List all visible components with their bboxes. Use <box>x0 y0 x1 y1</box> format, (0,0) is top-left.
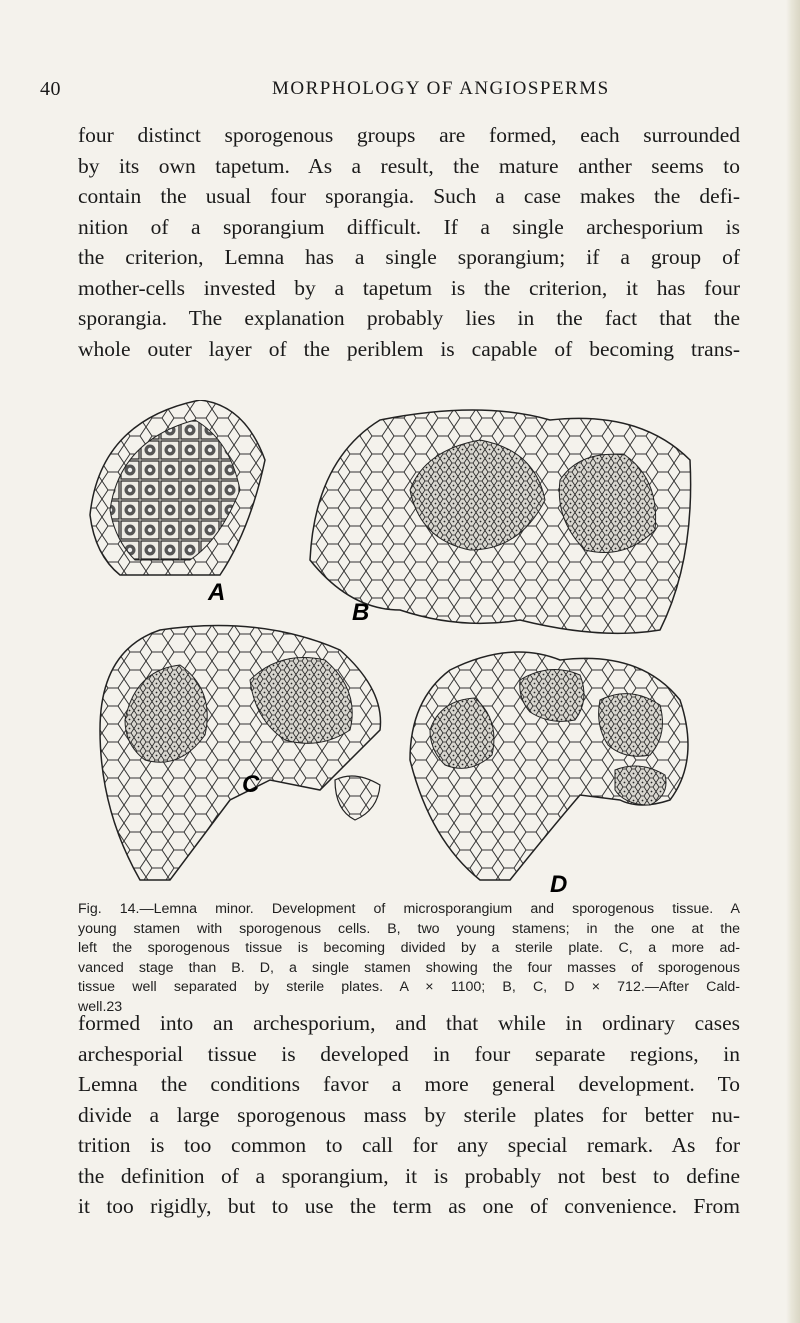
text-line: the definition of a sporangium, it is probably not best to define <box>78 1163 740 1188</box>
page-header <box>40 78 760 108</box>
caption-line: Fig. 14.—Lemna minor. Development of microsporangium and sporogenous tissue. A <box>78 901 740 917</box>
caption-line: tissue well separated by sterile plates. A × 1100; B, C, D × 712.—After Cald- <box>78 979 740 995</box>
paragraph-bottom <box>78 1008 740 1222</box>
text-line: contain the usual four sporangia. Such a case makes the defi- <box>78 184 740 208</box>
caption-line: well.23 <box>78 998 123 1015</box>
text-line: whole outer layer of the periblem is capable of becoming trans- <box>78 336 740 361</box>
text-line: four distinct sporogenous groups are formed, each surrounded <box>78 123 740 147</box>
text-line: divide a large sporogenous mass by sterile plates for better nu- <box>78 1102 740 1127</box>
text-line: Lemna the conditions favor a more general development. To <box>78 1072 740 1096</box>
figure-caption <box>78 900 740 1017</box>
figure-illustration <box>80 400 720 900</box>
text-line: trition is too common to call for any special remark. As for <box>78 1133 740 1157</box>
text-line: sporangia. The explanation probably lies in the fact that the <box>78 306 740 330</box>
text-line: by its own tapetum. As a result, the mature anther seems to <box>78 153 740 178</box>
page-number: 40 <box>40 78 61 100</box>
running-title: MORPHOLOGY OF ANGIOSPERMS <box>272 78 610 99</box>
text-line: the criterion, Lemna has a single sporangium; if a group of <box>78 245 740 269</box>
caption-line: left the sporogenous tissue is becoming divided by a sterile plate. C, a more ad- <box>78 940 740 956</box>
text-line: mother-cells invested by a tapetum is the criterion, it has four <box>78 275 740 300</box>
panel-d-drawing <box>410 652 688 880</box>
paragraph-top <box>78 120 740 364</box>
text-line: archesporial tissue is developed in four separate regions, in <box>78 1041 740 1066</box>
text-line: it too rigidly, but to use the term as one of convenience. From <box>78 1194 740 1218</box>
text-line: formed into an archesporium, and that while in ordinary cases <box>78 1011 740 1035</box>
caption-line: vanced stage than B. D, a single stamen showing the four masses of sporogenous <box>78 959 740 976</box>
figure-label-a: A <box>208 579 226 606</box>
page-edge-shadow <box>786 0 800 1323</box>
text-line: nition of a sporangium difficult. If a single archesporium is <box>78 214 740 239</box>
figure-label-b: B <box>352 599 370 626</box>
figure-label-c: C <box>242 771 260 798</box>
figure-lemna-stamens <box>80 400 720 900</box>
figure-label-d: D <box>550 871 568 898</box>
caption-line: young stamen with sporogenous cells. B, two young stamens; in the one at the <box>78 920 740 937</box>
panel-a-drawing <box>90 400 265 575</box>
panel-c-drawing <box>100 626 381 881</box>
